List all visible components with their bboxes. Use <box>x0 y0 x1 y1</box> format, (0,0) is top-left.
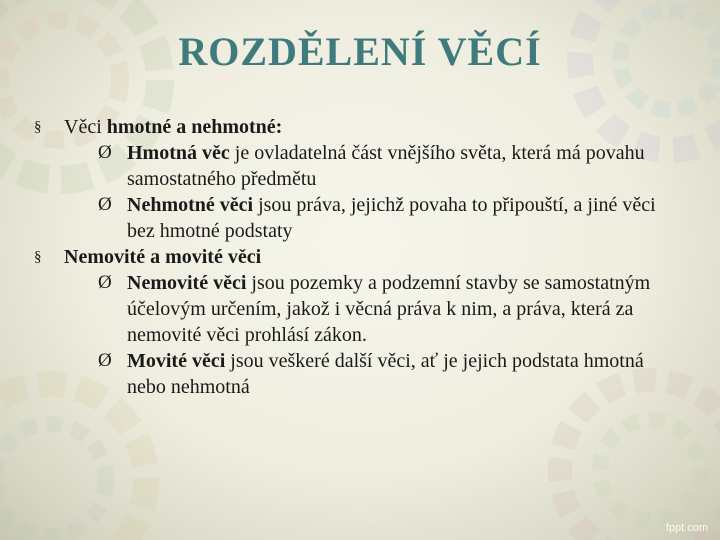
sub-bullet-bold-text: Movité věci <box>127 350 226 372</box>
watermark: fppt.com <box>665 522 708 534</box>
arrow-bullet-icon: Ø <box>98 350 112 371</box>
sub-bullet-item <box>65 192 674 244</box>
bullet-item <box>34 114 674 140</box>
bullet-item <box>34 244 674 270</box>
sub-bullet-item <box>65 348 674 400</box>
bullet-bold-text: Nemovité a movité věci <box>64 246 262 268</box>
sub-bullet-text: je ovladatelná část vnějšího světa, která má povahu samostatného předmětu <box>127 142 645 190</box>
sub-bullet-bold-text: Nemovité věci <box>127 272 247 294</box>
section-bullet-icon: § <box>34 249 42 265</box>
arrow-bullet-icon: Ø <box>98 194 112 215</box>
bullet-bold-text: hmotné a nehmotné: <box>106 116 283 138</box>
sub-bullet-text: jsou pozemky a podzemní stavby se samostatným účelovým určením, jakož i věcná práva k nim, a práva, která za nemovité věci prohlásí zákon. <box>127 272 651 346</box>
bullet-text: Věci <box>64 116 107 138</box>
arrow-bullet-icon: Ø <box>98 142 112 163</box>
arrow-bullet-icon: Ø <box>98 272 112 293</box>
sub-bullet-item <box>65 140 674 192</box>
sub-bullet-text: jsou práva, jejichž povaha to připouští, a jiné věci bez hmotné podstaty <box>127 194 656 242</box>
section-bullet-icon: § <box>34 119 42 135</box>
sub-bullet-item <box>65 270 674 348</box>
sub-bullet-bold-text: Nehmotné věci <box>127 194 254 216</box>
bullet-list <box>34 114 674 400</box>
sub-bullet-text: jsou veškeré další věci, ať je jejich podstata hmotná nebo nehmotná <box>127 350 644 398</box>
sub-bullet-bold-text: Hmotná věc <box>127 142 230 164</box>
slide-title: ROZDĚLENÍ VĚCÍ <box>178 29 542 74</box>
